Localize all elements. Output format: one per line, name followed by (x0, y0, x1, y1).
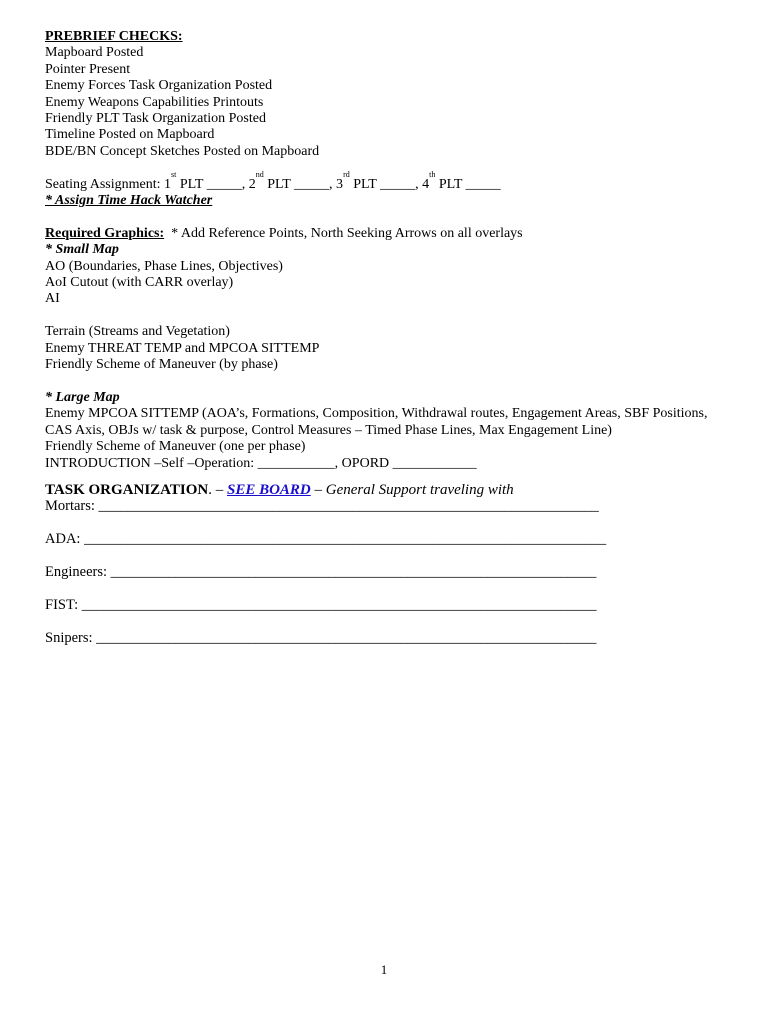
introduction-line: INTRODUCTION –Self –Operation: ___________, OPORD ____________ (45, 455, 477, 471)
document-page (45, 29, 725, 663)
prebrief-item: Pointer Present (45, 61, 131, 77)
task-org-heading: TASK ORGANIZATION (45, 481, 209, 498)
required-graphics-heading: Required Graphics: (45, 225, 165, 241)
see-board-link[interactable]: SEE BOARD (226, 481, 311, 498)
snipers-field: Snipers: _____________________________________________________________________ (45, 630, 597, 647)
small-map-item: AoI Cutout (with CARR overlay) (45, 275, 234, 291)
prebrief-item: BDE/BN Concept Sketches Posted on Mapboard (45, 143, 320, 159)
seating-assignment: Seating Assignment: 1st PLT _____, 2nd PLT _____, 3rd PLT _____, 4th PLT _____ (45, 169, 501, 192)
required-graphics: Required Graphics: * Add Reference Points, North Seeking Arrows on all overlays (45, 225, 523, 241)
terrain-item: Terrain (Streams and Vegetation) (45, 324, 230, 340)
prebrief-item: Mapboard Posted (45, 45, 144, 61)
prebrief-item: Friendly PLT Task Organization Posted (45, 111, 266, 127)
page-number: 1 (380, 962, 388, 977)
prebrief-item: Enemy Forces Task Organization Posted (45, 78, 273, 94)
prebrief-item: Timeline Posted on Mapboard (45, 127, 215, 143)
terrain-item: Friendly Scheme of Maneuver (by phase) (45, 357, 278, 373)
fist-field: FIST: _______________________________________________________________________ (45, 597, 597, 614)
small-map-heading: * Small Map (45, 242, 119, 258)
mortars-field: Mortars: _____________________________________________________________________ (45, 498, 599, 515)
large-map-text: Enemy MPCOA SITTEMP (AOA’s, Formations, Composition, Withdrawal routes, Engagement Areas, SBF Positions, (45, 406, 708, 422)
large-map-text: CAS Axis, OBJs w/ task & purpose, Control Measures – Timed Phase Lines, Max Engagement Line) (45, 422, 612, 438)
terrain-item: Enemy THREAT TEMP and MPCOA SITTEMP (45, 340, 320, 356)
small-map-item: AI (45, 291, 60, 307)
prebrief-list (45, 45, 725, 160)
small-map-item: AO (Boundaries, Phase Lines, Objectives) (45, 258, 283, 274)
large-map-heading: * Large Map (45, 389, 120, 405)
time-hack-watcher: * Assign Time Hack Watcher (45, 193, 213, 209)
prebrief-heading: PREBRIEF CHECKS: (45, 29, 183, 44)
task-organization: TASK ORGANIZATION. – SEE BOARD – General Support traveling with (45, 481, 514, 498)
ada-field: ADA: ________________________________________________________________________ (45, 531, 607, 548)
large-map-text: Friendly Scheme of Maneuver (one per phase) (45, 439, 306, 455)
engineers-field: Engineers: ___________________________________________________________________ (45, 564, 597, 581)
prebrief-item: Enemy Weapons Capabilities Printouts (45, 94, 264, 110)
